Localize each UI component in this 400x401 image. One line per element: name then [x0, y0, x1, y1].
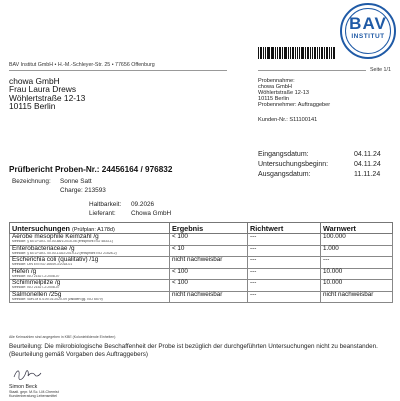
recipient-contact: Frau Laura Drews [9, 84, 77, 95]
recipient-address [9, 77, 85, 110]
result-cell: < 100 [170, 234, 248, 246]
param-method: Methode: § 64 LFGB L 00.00-88/1:2015-06 (entspricht ISO 4833-1) [12, 240, 113, 244]
date-value-start: 04.11.24 [354, 161, 381, 168]
sender-divider [9, 70, 227, 71]
barcode-bar [324, 47, 325, 59]
barcode-bar [297, 47, 298, 59]
recipient-company: chowa GmbH [9, 76, 60, 86]
signatory-name: Simon Beck [9, 384, 38, 390]
header-warning: Warnwert [321, 223, 393, 234]
result-cell: nicht nachweisbar [170, 257, 248, 269]
barcode-bar [284, 47, 287, 59]
table-row [10, 291, 393, 303]
barcode-bar [314, 47, 316, 59]
barcode-bar [319, 47, 320, 59]
supplier-value: Chowa GmbH [131, 210, 172, 217]
barcode-bar [299, 47, 300, 59]
warning-cell: nicht nachweisbar [321, 291, 393, 303]
param-cell [10, 245, 170, 257]
barcode-bar [265, 47, 266, 59]
param-name: Escherichia coli (qualitativ) /1g [12, 256, 99, 263]
reference-cell: --- [248, 234, 321, 246]
date-label-issued: Ausgangsdatum: [258, 171, 311, 178]
warning-cell: 1.000 [321, 245, 393, 257]
barcode-bar [277, 47, 278, 59]
designation-label: Bezeichnung: [12, 178, 51, 185]
batch-value: Charge: 213593 [60, 187, 106, 194]
date-value-received: 04.11.24 [354, 151, 381, 158]
barcode-bar [326, 47, 328, 59]
sample-owner-street: Wöhlertstraße 12-13 [258, 90, 309, 96]
reference-cell: --- [248, 245, 321, 257]
barcode [258, 47, 336, 59]
designation-value: Sonne Satt [60, 178, 92, 185]
header-investigations: Untersuchungen (Prüfplan: A178d) [10, 223, 170, 234]
param-cell [10, 234, 170, 246]
results-table [9, 222, 393, 303]
sample-taker: Probennehmer: Auftraggeber [258, 102, 331, 108]
sample-owner-block [258, 78, 330, 108]
param-cell [10, 257, 170, 269]
param-name: Hefen /g [12, 267, 37, 275]
barcode-bar [301, 47, 304, 59]
barcode-bar [267, 47, 270, 59]
header-result: Ergebnis [170, 223, 248, 234]
table-row [10, 268, 393, 280]
assessment-text: Beurteilung: Die mikrobiologische Beschaffenheit der Probe ist bezüglich der durchgeführten Untersuchungen nicht zu beanstanden. (Beurteilung gemäß Vorgaben des Auftraggebers) [9, 343, 378, 358]
result-cell: nicht nachweisbar [170, 291, 248, 303]
param-method: Methode: § 64 LFGB L 00.00-133/2:2019-12 (entspricht ISO 21528-2) [12, 251, 117, 255]
param-name: Enterobacteriaceae /g [12, 244, 75, 252]
table-row [10, 280, 393, 292]
reference-cell: --- [248, 280, 321, 292]
shelf-life-label: Haltbarkeit: [89, 201, 122, 208]
barcode-bar [307, 47, 309, 59]
param-cell [10, 268, 170, 280]
recipient-city: 10115 Berlin [9, 100, 56, 111]
results-header-row [10, 223, 393, 234]
sample-owner-city: 10115 Berlin [258, 96, 289, 102]
customer-number: Kunden-Nr.: S11100141 [258, 117, 318, 123]
reference-cell: --- [248, 291, 321, 303]
report-title: Prüfbericht Proben-Nr.: 24456164 / 976832 [9, 165, 173, 174]
bav-institut-logo [340, 3, 396, 59]
table-row [10, 257, 393, 269]
sender-line: BAV Institut GmbH • H.-M.-Schleyer-Str. 25 • 77656 Offenburg [9, 62, 155, 68]
abbreviation-note: Alle Keimzahlen sind angegeben in KBE (Koloniebildende Einheiten) [9, 335, 116, 339]
param-name: Schimmelpilze /g [12, 279, 61, 286]
supplier-label: Lieferant: [89, 210, 116, 217]
result-cell: < 100 [170, 280, 248, 292]
barcode-bar [295, 47, 297, 59]
warning-cell: --- [321, 257, 393, 269]
date-label-received: Eingangsdatum: [258, 151, 309, 158]
signatory-title: Staatl. gepr. M.Sc. LM-Chemist [9, 390, 59, 394]
param-method: Methode: DIN EN ISO 16649-3:2018-01 [12, 263, 73, 267]
warning-cell: 10.000 [321, 268, 393, 280]
date-label-start: Untersuchungsbeginn: [258, 161, 329, 168]
param-method: Methode: SMV-M 6.4.09-01:2020-09 (validiert gg. ISO 6579) [12, 297, 103, 301]
param-method: Methode: ISO 21527-2:2008-07 [12, 286, 60, 290]
barcode-bar [305, 47, 306, 59]
barcode-bar [290, 47, 291, 59]
param-name: Salmonellen /25g [12, 290, 62, 298]
barcode-bar [329, 47, 330, 59]
barcode-bar [263, 47, 264, 59]
param-method: Methode: ISO 21527-2:2008-07 [12, 274, 60, 278]
warning-cell: 100.000 [321, 234, 393, 246]
barcode-bar [321, 47, 324, 59]
recipient-street: Wöhlertstraße 12-13 [9, 92, 86, 103]
barcode-bar [312, 47, 313, 59]
result-cell: < 10 [170, 245, 248, 257]
signatory-department: Kundenberatung Lebensmittel [9, 394, 57, 398]
sample-owner-label: Probennahme: [258, 78, 295, 84]
barcode-bar [310, 47, 311, 59]
barcode-bar [333, 47, 335, 59]
barcode-bar [260, 47, 262, 59]
handwritten-signature [12, 367, 42, 381]
reference-cell: --- [248, 268, 321, 280]
barcode-bar [279, 47, 281, 59]
page-indicator: Seite 1/1 [370, 67, 391, 73]
result-cell: < 100 [170, 268, 248, 280]
barcode-bar [282, 47, 283, 59]
barcode-bar [317, 47, 318, 59]
warning-cell: 10.000 [321, 280, 393, 292]
barcode-bar [258, 47, 259, 59]
barcode-bar [275, 47, 276, 59]
logo-text-bav: BAV [349, 14, 387, 33]
table-row [10, 234, 393, 246]
param-name: Aerobe mesophile Keimzahl /g [12, 233, 99, 240]
sample-owner-company: chowa GmbH [258, 84, 292, 90]
barcode-bar [331, 47, 332, 59]
barcode-bar [288, 47, 289, 59]
header-divider-right [258, 70, 366, 71]
barcode-bar [271, 47, 272, 59]
param-cell [10, 291, 170, 303]
shelf-life-value: 09.2026 [131, 201, 155, 208]
signatory-title-block [9, 390, 59, 398]
header-reference: Richtwert [248, 223, 321, 234]
barcode-bar [272, 47, 274, 59]
logo-text-institut: INSTITUT [351, 33, 385, 40]
table-row [10, 245, 393, 257]
reference-cell: --- [248, 257, 321, 269]
param-cell [10, 280, 170, 292]
date-value-issued: 11.11.24 [354, 171, 381, 178]
barcode-bar [292, 47, 294, 59]
